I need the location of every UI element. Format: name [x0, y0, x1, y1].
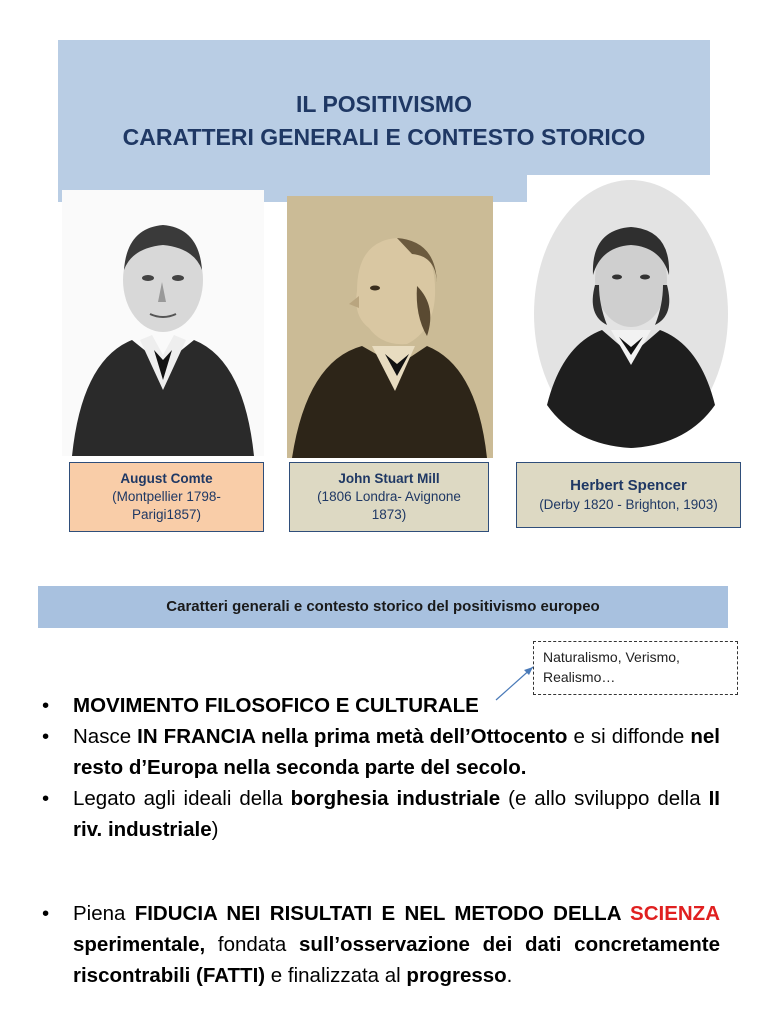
philosopher-name: Herbert Spencer [570, 477, 687, 494]
note-callout [533, 641, 738, 695]
philosopher-info: (Derby 1820 - Brighton, 1903) [539, 497, 718, 512]
note-line-1: Naturalismo, Verismo, [543, 649, 680, 665]
portrait-spencer-icon [527, 175, 735, 453]
bullet-strong: II riv. industriale [73, 787, 720, 841]
title-line-1: IL POSITIVISMO [296, 91, 472, 117]
bullet-strong: sperimentale, [73, 933, 206, 956]
bullet-text: MOVIMENTO FILOSOFICO E CULTURALE [73, 694, 479, 717]
bullet-text: Piena [73, 902, 135, 925]
title-line-2: CARATTERI GENERALI E CONTESTO STORICO [122, 124, 646, 150]
bullet-text: . [506, 964, 513, 987]
bullet-text: Legato agli ideali della [73, 787, 291, 810]
philosopher-info: (1806 Londra- Avignone [317, 489, 461, 504]
bullet-strong: sull’osservazione dei dati concretamente riscontrabili (FATTI) [73, 933, 721, 987]
bullet-list [40, 690, 720, 991]
bullet-item [40, 898, 720, 991]
philosopher-info: (Montpellier 1798- [112, 489, 221, 504]
bullet-item [40, 783, 720, 845]
bullet-item [40, 721, 720, 783]
bullet-text: Nasce [73, 725, 138, 748]
bullet-text: e si diffonde [567, 725, 691, 748]
bullet-text: ) [211, 818, 219, 841]
bullet-text: e finalizzata al [265, 964, 407, 987]
philosopher-info: 1873) [371, 507, 407, 522]
caption-comte [69, 462, 264, 532]
bullet-strong: borghesia industriale [290, 787, 501, 810]
note-line-2: Realismo… [543, 669, 616, 685]
page-title [58, 88, 710, 154]
philosopher-name: August Comte [120, 471, 213, 486]
bullet-item [40, 690, 720, 721]
portrait-comte-icon [62, 190, 264, 456]
bullet-strong: IN FRANCIA nella prima metà dell’Ottocento [137, 725, 568, 748]
bullet-text: (e allo sviluppo della [500, 787, 709, 810]
caption-spencer [516, 462, 741, 528]
caption-mill [289, 462, 489, 532]
bullet-strong: nel resto d’Europa nella seconda parte del secolo. [73, 725, 720, 779]
bullet-strong: FIDUCIA NEI RISULTATI E NEL METODO DELLA [134, 902, 631, 925]
bullet-text: fondata [205, 933, 300, 956]
subtitle-banner: Caratteri generali e contesto storico del positivismo europeo [38, 586, 728, 628]
bullet-highlight: SCIENZA [630, 902, 720, 925]
portrait-mill-icon [287, 196, 493, 458]
philosopher-name: John Stuart Mill [338, 471, 440, 486]
bullet-strong: progresso [406, 964, 507, 987]
philosopher-info: Parigi1857) [131, 507, 202, 522]
